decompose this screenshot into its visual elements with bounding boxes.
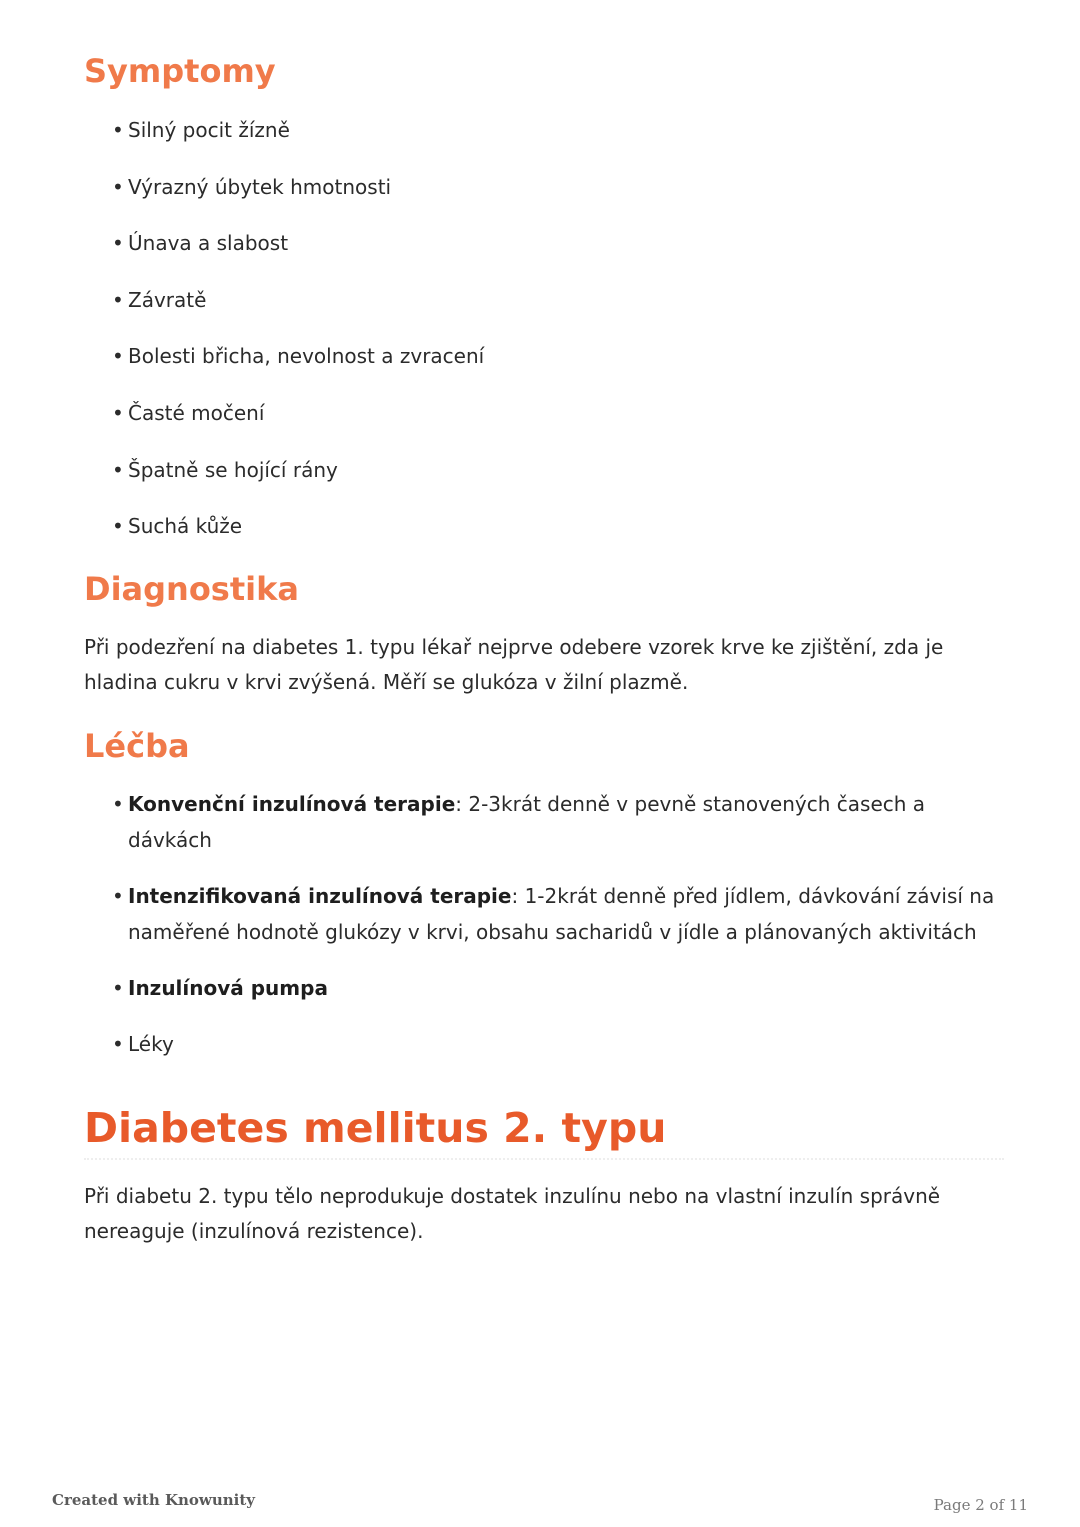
chapter-heading: Diabetes mellitus 2. typu <box>84 1104 667 1152</box>
list-item: • Silný pocit žízně <box>84 112 1004 169</box>
bullet-icon: • <box>112 174 124 199</box>
list-item: • Časté močení <box>84 395 1004 452</box>
treatment-heading: Léčba <box>84 727 190 765</box>
bullet-icon: • <box>112 231 124 256</box>
bullet-icon: • <box>112 1032 124 1056</box>
list-item: • Bolesti břicha, nevolnost a zvracení <box>84 338 1004 395</box>
list-item: • Suchá kůže <box>84 508 1004 565</box>
list-item: • Únava a slabost <box>84 225 1004 282</box>
list-item: • Špatně se hojící rány <box>84 452 1004 509</box>
bullet-icon: • <box>112 457 124 482</box>
list-item: • Inzulínová pumpa <box>84 970 1004 1026</box>
bullet-icon: • <box>112 287 124 312</box>
heading-divider <box>84 1158 1004 1160</box>
bullet-icon: • <box>112 976 124 1000</box>
treatment-list <box>84 786 1004 1082</box>
list-item: • Výrazný úbytek hmotnosti <box>84 169 1004 226</box>
diagnostics-paragraph: Při podezření na diabetes 1. typu lékař nejprve odebere vzorek krve ke zjištění, zda je hladina cukru v krvi zvýšená. Měří se glukóza v žilní plazmě. <box>84 635 944 694</box>
symptoms-list <box>84 112 1004 565</box>
diagnostics-heading: Diagnostika <box>84 570 299 608</box>
bullet-icon: • <box>112 344 124 369</box>
bullet-icon: • <box>112 118 124 142</box>
symptoms-heading: Symptomy <box>84 52 276 90</box>
list-item: • Konvenční inzulínová terapie: 2-3krát denně v pevně stanovených časech a dávkách <box>84 786 1004 878</box>
footer-credit: Created with Knowunity <box>52 1491 255 1509</box>
list-item: • Intenzifikovaná inzulínová terapie: 1-2krát denně před jídlem, dávkování závisí na naměřené hodnotě glukózy v krvi, obsahu sacharidů v jídle a plánovaných aktivitách <box>84 878 1004 970</box>
type2-paragraph: Při diabetu 2. typu tělo neprodukuje dostatek inzulínu nebo na vlastní inzulín správně nereaguje (inzulínová rezistence). <box>84 1184 941 1243</box>
list-item: • Závratě <box>84 282 1004 339</box>
bullet-icon: • <box>112 792 124 816</box>
list-item: • Léky <box>84 1026 1004 1082</box>
bullet-icon: • <box>112 514 124 539</box>
page-number: Page 2 of 11 <box>933 1496 1028 1514</box>
bullet-icon: • <box>112 884 124 908</box>
bullet-icon: • <box>112 400 124 425</box>
